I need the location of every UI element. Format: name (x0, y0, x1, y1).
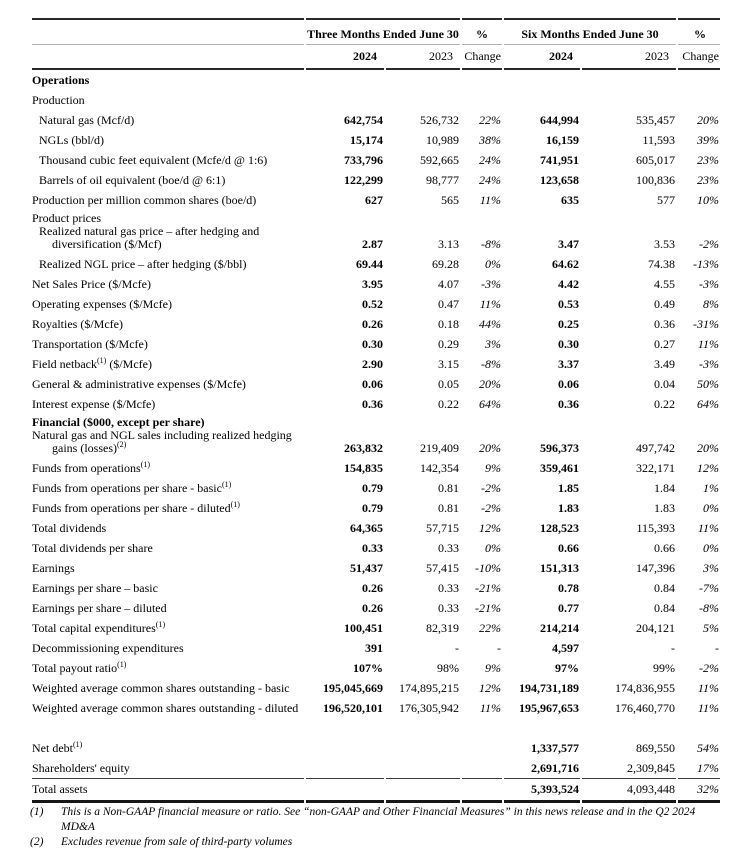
value-cell: -8% (699, 601, 719, 615)
value-cell (306, 758, 384, 778)
value-cell: 50% (697, 377, 719, 391)
value-cell: 10,989 (426, 133, 459, 147)
value-cell: 194,731,189 (519, 681, 579, 695)
value-cell: 74.38 (648, 257, 675, 271)
row-label: Total capital expenditures$^{(1)}$ (32, 620, 166, 635)
value-cell: 24% (479, 153, 501, 167)
row-label: Natural gas (Mcf/d) (39, 113, 135, 127)
value-cell: 0% (485, 257, 501, 271)
value-cell: 4,597 (552, 641, 579, 655)
value-cell (582, 90, 676, 110)
row-label: Total dividends (32, 521, 107, 535)
value-cell: 0.33 (438, 541, 459, 555)
value-cell (386, 758, 460, 778)
row-label: Financial ($000, except per share) Natural gas and NGL sales including realized hedging gains (losses)$^{(2)}$ (32, 415, 292, 455)
value-cell: 0.30 (362, 337, 383, 351)
value-cell: 219,409 (420, 441, 459, 455)
row-label: Production (32, 93, 85, 107)
value-cell: 1.85 (558, 481, 579, 495)
header-year-2024-six-months: 2024 (504, 45, 580, 70)
value-cell: 0.26 (362, 317, 383, 331)
value-cell: 147,396 (636, 561, 675, 575)
table-row (32, 314, 720, 334)
row-label: Funds from operations$^{(1)}$ (32, 460, 150, 475)
value-cell: 128,523 (540, 521, 579, 535)
table-row (32, 738, 720, 758)
table-row (32, 658, 720, 678)
value-cell: 0.33 (438, 601, 459, 615)
value-cell: 5,393,524 (504, 778, 580, 803)
value-cell: 0.18 (438, 317, 459, 331)
header-corner (32, 18, 304, 45)
table-row (32, 190, 720, 210)
value-cell: 44% (479, 317, 501, 331)
value-cell (462, 70, 502, 90)
value-cell: 3% (485, 337, 501, 351)
header-corner (32, 45, 304, 70)
financial-summary-table (30, 18, 722, 803)
table-row (32, 518, 720, 538)
value-cell (386, 70, 460, 90)
table-row (32, 538, 720, 558)
value-cell: 0.81 (438, 501, 459, 515)
value-cell: 0.36 (558, 397, 579, 411)
value-cell: 176,305,942 (399, 701, 459, 715)
value-cell (386, 778, 460, 803)
value-cell: -8% (481, 237, 501, 251)
value-cell: -3% (481, 277, 501, 291)
row-label: NGLs (bbl/d) (39, 133, 104, 147)
value-cell: -21% (475, 581, 501, 595)
value-cell: 577 (657, 193, 675, 207)
table-row (32, 294, 720, 314)
value-cell: 57,715 (426, 521, 459, 535)
value-cell: 20% (697, 441, 719, 455)
value-cell (306, 90, 384, 110)
value-cell: 195,967,653 (519, 701, 579, 715)
row-label: Earnings per share – diluted (32, 601, 167, 615)
value-cell: 3.53 (654, 237, 675, 251)
row-label: Earnings (32, 561, 75, 575)
row-label: Product prices Realized natural gas price – after hedging and diversification ($/Mcf) (32, 211, 260, 251)
value-cell: 11,593 (642, 133, 675, 147)
row-label: Total dividends per share (32, 541, 153, 555)
table-row (32, 374, 720, 394)
row-label: Transportation ($/Mcfe) (32, 337, 148, 351)
value-cell: 38% (479, 133, 501, 147)
header-year-2023-three-months: 2023 (386, 45, 460, 70)
value-cell: 391 (365, 641, 383, 655)
header-three-months-group: Three Months Ended June 30 (306, 18, 460, 45)
value-cell: 39% (697, 133, 719, 147)
value-cell: -13% (693, 257, 719, 271)
value-cell: 2.90 (362, 357, 383, 371)
value-cell: 0.05 (438, 377, 459, 391)
value-cell: 0.77 (558, 601, 579, 615)
value-cell: 176,460,770 (615, 701, 675, 715)
value-cell: -3% (699, 357, 719, 371)
value-cell: -31% (693, 317, 719, 331)
table-row (32, 70, 720, 90)
footnote-1 (30, 805, 722, 835)
value-cell: -2% (699, 661, 719, 675)
value-cell: -7% (699, 581, 719, 595)
value-cell: 1% (703, 481, 719, 495)
table-row (32, 618, 720, 638)
value-cell: 0.04 (654, 377, 675, 391)
value-cell: 154,835 (344, 461, 383, 475)
value-cell: 0.27 (654, 337, 675, 351)
value-cell: 100,451 (344, 621, 383, 635)
value-cell: 592,665 (420, 153, 459, 167)
row-label: Total assets (32, 778, 304, 803)
header-year-2023-six-months: 2023 (582, 45, 676, 70)
value-cell: 3.15 (438, 357, 459, 371)
value-cell: 3.49 (654, 357, 675, 371)
value-cell: 98% (437, 661, 459, 675)
row-label: Weighted average common shares outstanding - diluted (32, 701, 299, 715)
value-cell: 204,121 (636, 621, 675, 635)
value-cell: - (455, 641, 459, 655)
value-cell: 151,313 (540, 561, 579, 575)
value-cell: 0.26 (362, 601, 383, 615)
value-cell: 4,093,448 (582, 778, 676, 803)
value-cell: 627 (365, 193, 383, 207)
value-cell: -8% (481, 357, 501, 371)
footnote-2-marker: (2) (30, 836, 44, 848)
header-change-six-months: Change (678, 45, 720, 70)
spacer-cell (32, 718, 720, 738)
header-percent-three-months: % (462, 18, 502, 45)
value-cell (462, 758, 502, 778)
row-label: Total payout ratio$^{(1)}$ (32, 660, 127, 675)
value-cell: 2,309,845 (627, 761, 675, 775)
value-cell: 565 (441, 193, 459, 207)
value-cell: 0% (485, 541, 501, 555)
header-year-2024-three-months: 2024 (306, 45, 384, 70)
value-cell: 20% (479, 441, 501, 455)
row-label: Net debt$^{(1)}$ (32, 740, 83, 755)
table-row (32, 458, 720, 478)
row-label: Production per million common shares (boe/d) (32, 193, 257, 207)
row-label: Barrels of oil equivalent (boe/d @ 6:1) (39, 173, 226, 187)
value-cell: 9% (485, 661, 501, 675)
value-cell: -10% (475, 561, 501, 575)
value-cell: 0.84 (654, 581, 675, 595)
table-row (32, 334, 720, 354)
value-cell: 2,691,716 (531, 761, 579, 775)
value-cell (678, 90, 720, 110)
value-cell: 51,437 (350, 561, 383, 575)
value-cell: 82,319 (426, 621, 459, 635)
row-label: Thousand cubic feet equivalent (Mcfe/d @ 1:6) (39, 153, 268, 167)
value-cell: 0.22 (654, 397, 675, 411)
value-cell (306, 70, 384, 90)
value-cell: 9% (485, 461, 501, 475)
value-cell: 0.36 (362, 397, 383, 411)
value-cell: 0.26 (362, 581, 383, 595)
footnote-1-marker: (1) (30, 806, 44, 818)
value-cell: 142,354 (420, 461, 459, 475)
value-cell: 535,457 (636, 113, 675, 127)
value-cell: 0.79 (362, 501, 383, 515)
row-label: Field netback$^{(1)}$ ($/Mcfe) (32, 356, 152, 371)
value-cell: 4.55 (654, 277, 675, 291)
value-cell: 733,796 (344, 153, 383, 167)
table-row (32, 578, 720, 598)
value-cell: 107% (353, 661, 383, 675)
value-cell: 24% (479, 173, 501, 187)
row-label: Funds from operations per share - basic$^{(1)}$ (32, 480, 232, 495)
value-cell: 605,017 (636, 153, 675, 167)
footnote-1-text: This is a Non-GAAP financial measure or ratio. See “non-GAAP and Other Financial Measures” in this news release and in the Q2 2024 MD&A (61, 806, 696, 833)
value-cell: 16,159 (546, 133, 579, 147)
value-cell: 8% (703, 297, 719, 311)
value-cell: 359,461 (540, 461, 579, 475)
value-cell: 0.33 (438, 581, 459, 595)
table-row (32, 210, 720, 254)
value-cell: 174,895,215 (399, 681, 459, 695)
footnote-2-text: Excludes revenue from sale of third-party volumes (61, 836, 293, 848)
header-percent-six-months: % (678, 18, 720, 45)
value-cell: -21% (475, 601, 501, 615)
value-cell: 0.79 (362, 481, 383, 495)
table-row (32, 254, 720, 274)
value-cell: 0.81 (438, 481, 459, 495)
row-label: General & administrative expenses ($/Mcfe) (32, 377, 246, 391)
value-cell: 642,754 (344, 113, 383, 127)
value-cell: 195,045,669 (323, 681, 383, 695)
row-label: Shareholders' equity (32, 761, 130, 775)
value-cell: 22% (479, 621, 501, 635)
value-cell: - (715, 641, 719, 655)
value-cell: 0.49 (654, 297, 675, 311)
value-cell: 869,550 (636, 741, 675, 755)
value-cell: 99% (653, 661, 675, 675)
table-row (32, 110, 720, 130)
value-cell: 123,658 (540, 173, 579, 187)
row-label: Funds from operations per share - diluted$^{(1)}$ (32, 500, 240, 515)
value-cell: 64,365 (350, 521, 383, 535)
value-cell: 97% (555, 661, 579, 675)
value-cell: 3.95 (362, 277, 383, 291)
value-cell: 5% (703, 621, 719, 635)
value-cell (462, 90, 502, 110)
value-cell: 64% (479, 397, 501, 411)
header-year-row (32, 45, 720, 70)
value-cell (678, 70, 720, 90)
table-header (32, 18, 720, 70)
value-cell (306, 738, 384, 758)
value-cell: 741,951 (540, 153, 579, 167)
value-cell: 22% (479, 113, 501, 127)
value-cell: 2.87 (362, 237, 383, 251)
value-cell: 11% (479, 193, 501, 207)
value-cell: 3% (703, 561, 719, 575)
value-cell: 11% (697, 701, 719, 715)
value-cell (306, 778, 384, 803)
table-row (32, 778, 720, 803)
value-cell: 196,520,101 (323, 701, 383, 715)
value-cell: 11% (479, 297, 501, 311)
value-cell: 64% (697, 397, 719, 411)
row-label: Net Sales Price ($/Mcfe) (32, 277, 151, 291)
value-cell: 0.52 (362, 297, 383, 311)
value-cell: 263,832 (344, 441, 383, 455)
header-group-row (32, 18, 720, 45)
footnotes (30, 805, 722, 850)
value-cell: 0.25 (558, 317, 579, 331)
table-row (32, 274, 720, 294)
value-cell: 32% (678, 778, 720, 803)
value-cell: 11% (697, 337, 719, 351)
value-cell: - (671, 641, 675, 655)
table-row (32, 558, 720, 578)
value-cell: 0.06 (558, 377, 579, 391)
row-label: Royalties ($/Mcfe) (32, 317, 123, 331)
table-body (32, 70, 720, 803)
value-cell: 12% (479, 521, 501, 535)
value-cell: 497,742 (636, 441, 675, 455)
table-row (32, 354, 720, 374)
table-row (32, 394, 720, 414)
value-cell: 20% (479, 377, 501, 391)
value-cell: 69.44 (356, 257, 383, 271)
value-cell: 11% (697, 681, 719, 695)
value-cell: 0.33 (362, 541, 383, 555)
spacer-row (32, 718, 720, 738)
value-cell: 1.83 (558, 501, 579, 515)
table-row (32, 90, 720, 110)
footnote-2 (30, 835, 722, 850)
value-cell: 10% (697, 193, 719, 207)
row-label: Decommissioning expenditures (32, 641, 184, 655)
row-label: Interest expense ($/Mcfe) (32, 397, 156, 411)
value-cell: 0.47 (438, 297, 459, 311)
value-cell: 214,214 (540, 621, 579, 635)
value-cell: 0.78 (558, 581, 579, 595)
row-label: Realized NGL price – after hedging ($/bbl) (39, 257, 247, 271)
value-cell (582, 70, 676, 90)
value-cell: 322,171 (636, 461, 675, 475)
header-change-three-months: Change (462, 45, 502, 70)
value-cell: 0.30 (558, 337, 579, 351)
value-cell (386, 738, 460, 758)
value-cell: 0.84 (654, 601, 675, 615)
value-cell (386, 90, 460, 110)
value-cell: 0.66 (654, 541, 675, 555)
value-cell: 115,393 (636, 521, 675, 535)
value-cell: 4.42 (558, 277, 579, 291)
value-cell: 644,994 (540, 113, 579, 127)
table-row (32, 130, 720, 150)
table-row (32, 170, 720, 190)
value-cell: -2% (699, 237, 719, 251)
value-cell: 1,337,577 (531, 741, 579, 755)
value-cell: 635 (561, 193, 579, 207)
table-row (32, 414, 720, 458)
value-cell: 526,732 (420, 113, 459, 127)
value-cell: 64.62 (552, 257, 579, 271)
value-cell: 596,373 (540, 441, 579, 455)
value-cell: 12% (479, 681, 501, 695)
value-cell: 174,836,955 (615, 681, 675, 695)
table-row (32, 478, 720, 498)
table-row (32, 698, 720, 718)
value-cell: 15,174 (350, 133, 383, 147)
value-cell: 122,299 (344, 173, 383, 187)
value-cell: 54% (697, 741, 719, 755)
value-cell: 98,777 (426, 173, 459, 187)
value-cell: 3.37 (558, 357, 579, 371)
value-cell: 0.22 (438, 397, 459, 411)
value-cell: 0.36 (654, 317, 675, 331)
value-cell: 3.13 (438, 237, 459, 251)
header-six-months-group: Six Months Ended June 30 (504, 18, 676, 45)
value-cell: 0.53 (558, 297, 579, 311)
table-row (32, 758, 720, 778)
row-label: Weighted average common shares outstanding - basic (32, 681, 290, 695)
value-cell: 0.66 (558, 541, 579, 555)
value-cell: 0.06 (362, 377, 383, 391)
value-cell: 23% (697, 173, 719, 187)
value-cell (504, 70, 580, 90)
value-cell (462, 738, 502, 758)
value-cell: 1.84 (654, 481, 675, 495)
value-cell: 11% (479, 701, 501, 715)
value-cell: 23% (697, 153, 719, 167)
value-cell: 0% (703, 501, 719, 515)
value-cell: -3% (699, 277, 719, 291)
table-row (32, 150, 720, 170)
table-row (32, 598, 720, 618)
table-row (32, 678, 720, 698)
value-cell: 69.28 (432, 257, 459, 271)
table-row (32, 498, 720, 518)
value-cell: 17% (697, 761, 719, 775)
value-cell: 57,415 (426, 561, 459, 575)
row-label: Earnings per share – basic (32, 581, 158, 595)
table-row (32, 638, 720, 658)
value-cell (462, 778, 502, 803)
row-label: Operations (32, 73, 90, 87)
value-cell: 3.47 (558, 237, 579, 251)
value-cell: 12% (697, 461, 719, 475)
value-cell: 11% (697, 521, 719, 535)
value-cell: -2% (481, 481, 501, 495)
value-cell: 0% (703, 541, 719, 555)
row-label: Operating expenses ($/Mcfe) (32, 297, 172, 311)
value-cell: - (497, 641, 501, 655)
value-cell: 20% (697, 113, 719, 127)
value-cell: -2% (481, 501, 501, 515)
value-cell (504, 90, 580, 110)
value-cell: 100,836 (636, 173, 675, 187)
value-cell: 1.83 (654, 501, 675, 515)
value-cell: 4.07 (438, 277, 459, 291)
value-cell: 0.29 (438, 337, 459, 351)
